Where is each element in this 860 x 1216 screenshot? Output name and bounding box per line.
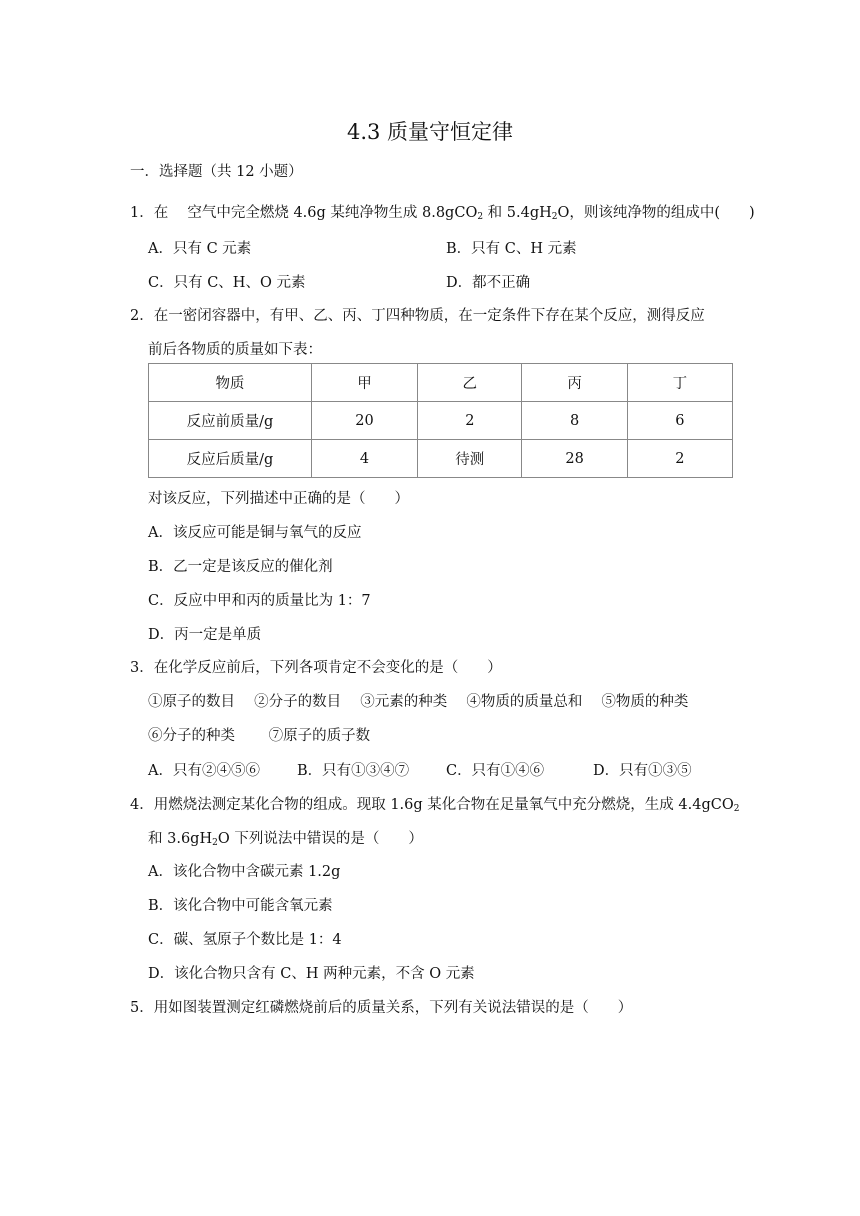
mass-table <box>148 363 733 478</box>
q4-option-d: D．该化合物只含有 C、H 两种元素，不含 O 元素 <box>148 966 475 982</box>
question-2-stem-line1: 2．在一密闭容器中，有甲、乙、丙、丁四种物质，在一定条件下存在某个反应，测得反应 <box>130 308 705 324</box>
question-4-stem-line1: 4．用燃烧法测定某化合物的组成。现取 1.6g 某化合物在足量氧气中充分燃烧，生成 4.4gCO$_2$ <box>130 797 740 814</box>
q3-option-a: A．只有②④⑤⑥ <box>148 763 260 779</box>
question-5-stem: 5．用如图装置测定红磷燃烧前后的质量关系，下列有关说法错误的是（ ） <box>130 1000 633 1016</box>
table-cell: 2 <box>418 402 522 440</box>
page-title: 4.3 质量守恒定律 <box>346 120 514 144</box>
q1-option-b: B．只有 C、H 元素 <box>446 241 577 257</box>
q3-option-b: B．只有①③④⑦ <box>297 763 410 779</box>
table-cell: 28 <box>522 440 627 478</box>
table-header-row <box>149 364 733 402</box>
question-3-items-line1: ①原子的数目 ②分子的数目 ③元素的种类 ④物质的质量总和 ⑤物质的种类 <box>148 694 689 710</box>
table-header-cell: 丙 <box>522 364 627 402</box>
q1-option-a: A．只有 C 元素 <box>148 241 252 257</box>
q4-option-a: A．该化合物中含碳元素 1.2g <box>148 864 341 880</box>
q3-option-c: C．只有①④⑥ <box>446 763 545 779</box>
table-header-cell: 物质 <box>149 364 312 402</box>
question-4-stem-line2: 和 $3.6gH_2O$ 下列说法中错误的是（ ） <box>148 831 423 848</box>
table-cell: 20 <box>311 402 417 440</box>
question-2-stem-line2: 前后各物质的质量如下表： <box>148 342 322 358</box>
table-cell: 待测 <box>418 440 522 478</box>
question-3-items-line2: ⑥分子的种类 ⑦原子的质子数 <box>148 728 371 744</box>
table-header-cell: 甲 <box>311 364 417 402</box>
table-cell: 6 <box>627 402 732 440</box>
table-row <box>149 402 733 440</box>
table-cell: 反应后质量/g <box>149 440 312 478</box>
q2-option-c: C．反应中甲和丙的质量比为 1：7 <box>148 593 371 609</box>
q2-option-b: B．乙一定是该反应的催化剂 <box>148 559 333 575</box>
question-1-stem: 1．在 空气中完全燃烧 4.6g 某纯净物生成 8.8gCO$_2$ 和 $5.4gH_2O$，则该纯净物的组成中( ) <box>130 205 755 222</box>
q1-option-d: D．都不正确 <box>446 275 531 291</box>
table-header-cell: 丁 <box>627 364 732 402</box>
q2-option-d: D．丙一定是单质 <box>148 627 262 643</box>
q4-option-b: B．该化合物中可能含氧元素 <box>148 898 333 914</box>
table-cell: 8 <box>522 402 627 440</box>
question-2-prompt: 对该反应，下列描述中正确的是（ ） <box>148 491 409 507</box>
q4-option-c: C．碳、氢原子个数比是 1：4 <box>148 932 342 948</box>
table-cell: 4 <box>311 440 417 478</box>
table-cell: 反应前质量/g <box>149 402 312 440</box>
q2-option-a: A．该反应可能是铜与氧气的反应 <box>148 525 362 541</box>
section-heading: 一．选择题（共 12 小题） <box>130 164 303 180</box>
table-header-cell: 乙 <box>418 364 522 402</box>
table-cell: 2 <box>627 440 732 478</box>
q1-option-c: C．只有 C、H、O 元素 <box>148 275 306 291</box>
question-3-stem: 3．在化学反应前后，下列各项肯定不会变化的是（ ） <box>130 660 502 676</box>
q3-option-d: D．只有①③⑤ <box>593 763 692 779</box>
table-row <box>149 440 733 478</box>
